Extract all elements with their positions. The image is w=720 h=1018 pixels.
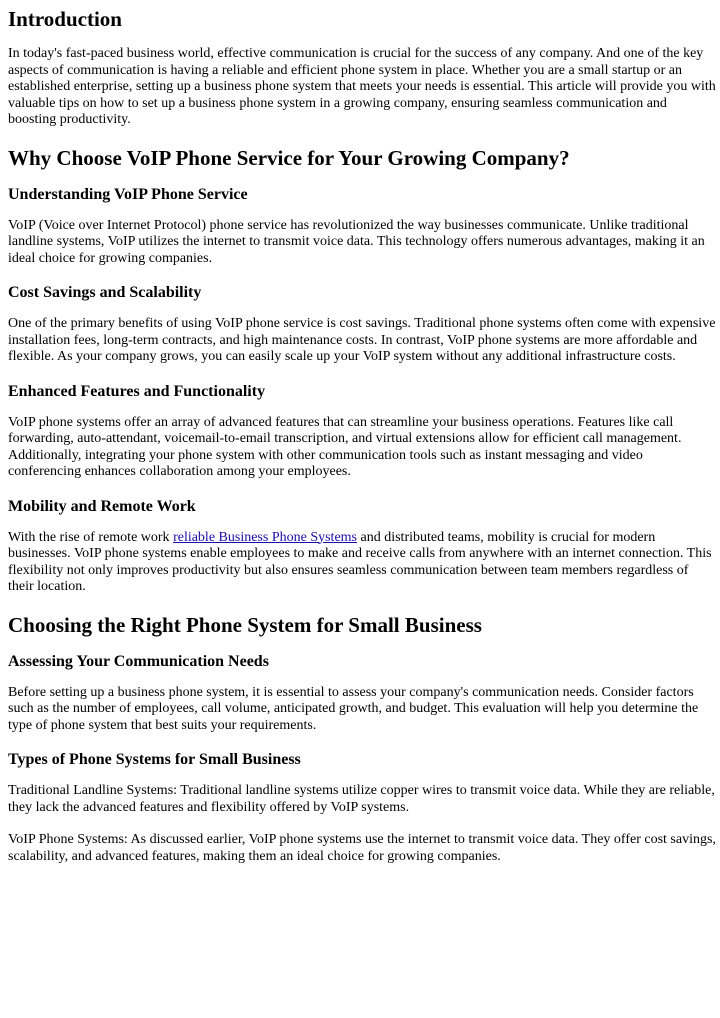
heading-understanding-voip: Understanding VoIP Phone Service (8, 185, 248, 203)
heading-types-of-systems: Types of Phone Systems for Small Business (8, 751, 301, 768)
assessing-needs-paragraph: Before setting up a business phone system, it is essential to assess your company's communication needs. Consider factors such as the number of employees, call volume, anticipated growth, and budget. This evaluation will help you determine the type of phone system that best suits your requirements. (8, 684, 699, 733)
cost-savings-paragraph: One of the primary benefits of using VoIP phone service is cost savings. Traditional phone systems often come with expensive installation fees, long-term contracts, and high maintenance costs. In contrast, VoIP phone systems are more affordable and flexible. As your company grows, you can easily scale up your VoIP system without any additional infrastructure costs. (8, 316, 716, 364)
voip-systems-paragraph: VoIP Phone Systems: As discussed earlier, VoIP phone systems use the internet to transmit voice data. They offer cost savings, scalability, and advanced features, making them an ideal choice for growing companies. (8, 832, 716, 864)
heading-enhanced-features: Enhanced Features and Functionality (8, 382, 266, 400)
mobility-text-before: With the rise of remote work (8, 529, 174, 545)
heading-cost-savings: Cost Savings and Scalability (8, 284, 202, 301)
heading-assessing-needs: Assessing Your Communication Needs (8, 652, 269, 670)
mobility-text-after: and distributed teams, mobility is crucial for modern businesses. VoIP phone systems enable employees to make and receive calls from anywhere with an internet connection. This flexibility not only improves productivity but also ensures seamless communication between team members regardless of their location. (8, 529, 712, 594)
heading-mobility: Mobility and Remote Work (8, 497, 196, 515)
heading-choosing-system: Choosing the Right Phone System for Small Business (8, 612, 482, 637)
understanding-voip-paragraph: VoIP (Voice over Internet Protocol) phone service has revolutionized the way businesses communicate. Unlike traditional landline systems, VoIP utilizes the internet to transmit voice data. This technology offers numerous advantages, making it an ideal choice for growing companies. (8, 217, 705, 266)
intro-paragraph: In today's fast-paced business world, effective communication is crucial for the success of any company. And one of the key aspects of communication is having a reliable and efficient phone system in place. Whether you are a small startup or an established enterprise, setting up a business phone system that meets your needs is essential. This article will provide you with valuable tips on how to set up a business phone system in a growing company, ensuring seamless communication and boosting productivity. (8, 46, 716, 127)
enhanced-features-paragraph: VoIP phone systems offer an array of advanced features that can streamline your business operations. Features like call forwarding, auto-attendant, voicemail-to-email transcription, and virtual extensions allow for efficient call management. Additionally, integrating your phone system with other communication tools such as instant messaging and video conferencing enhances collaboration among your employees. (8, 414, 682, 479)
heading-why-voip: Why Choose VoIP Phone Service for Your Growing Company? (8, 145, 570, 170)
business-phone-systems-link[interactable]: reliable Business Phone Systems (173, 529, 357, 545)
mobility-paragraph (8, 530, 716, 596)
landline-systems-paragraph: Traditional Landline Systems: Traditional landline systems utilize copper wires to transmit voice data. While they are reliable, they lack the advanced features and flexibility offered by VoIP systems. (8, 783, 715, 815)
heading-introduction: Introduction (8, 7, 122, 31)
